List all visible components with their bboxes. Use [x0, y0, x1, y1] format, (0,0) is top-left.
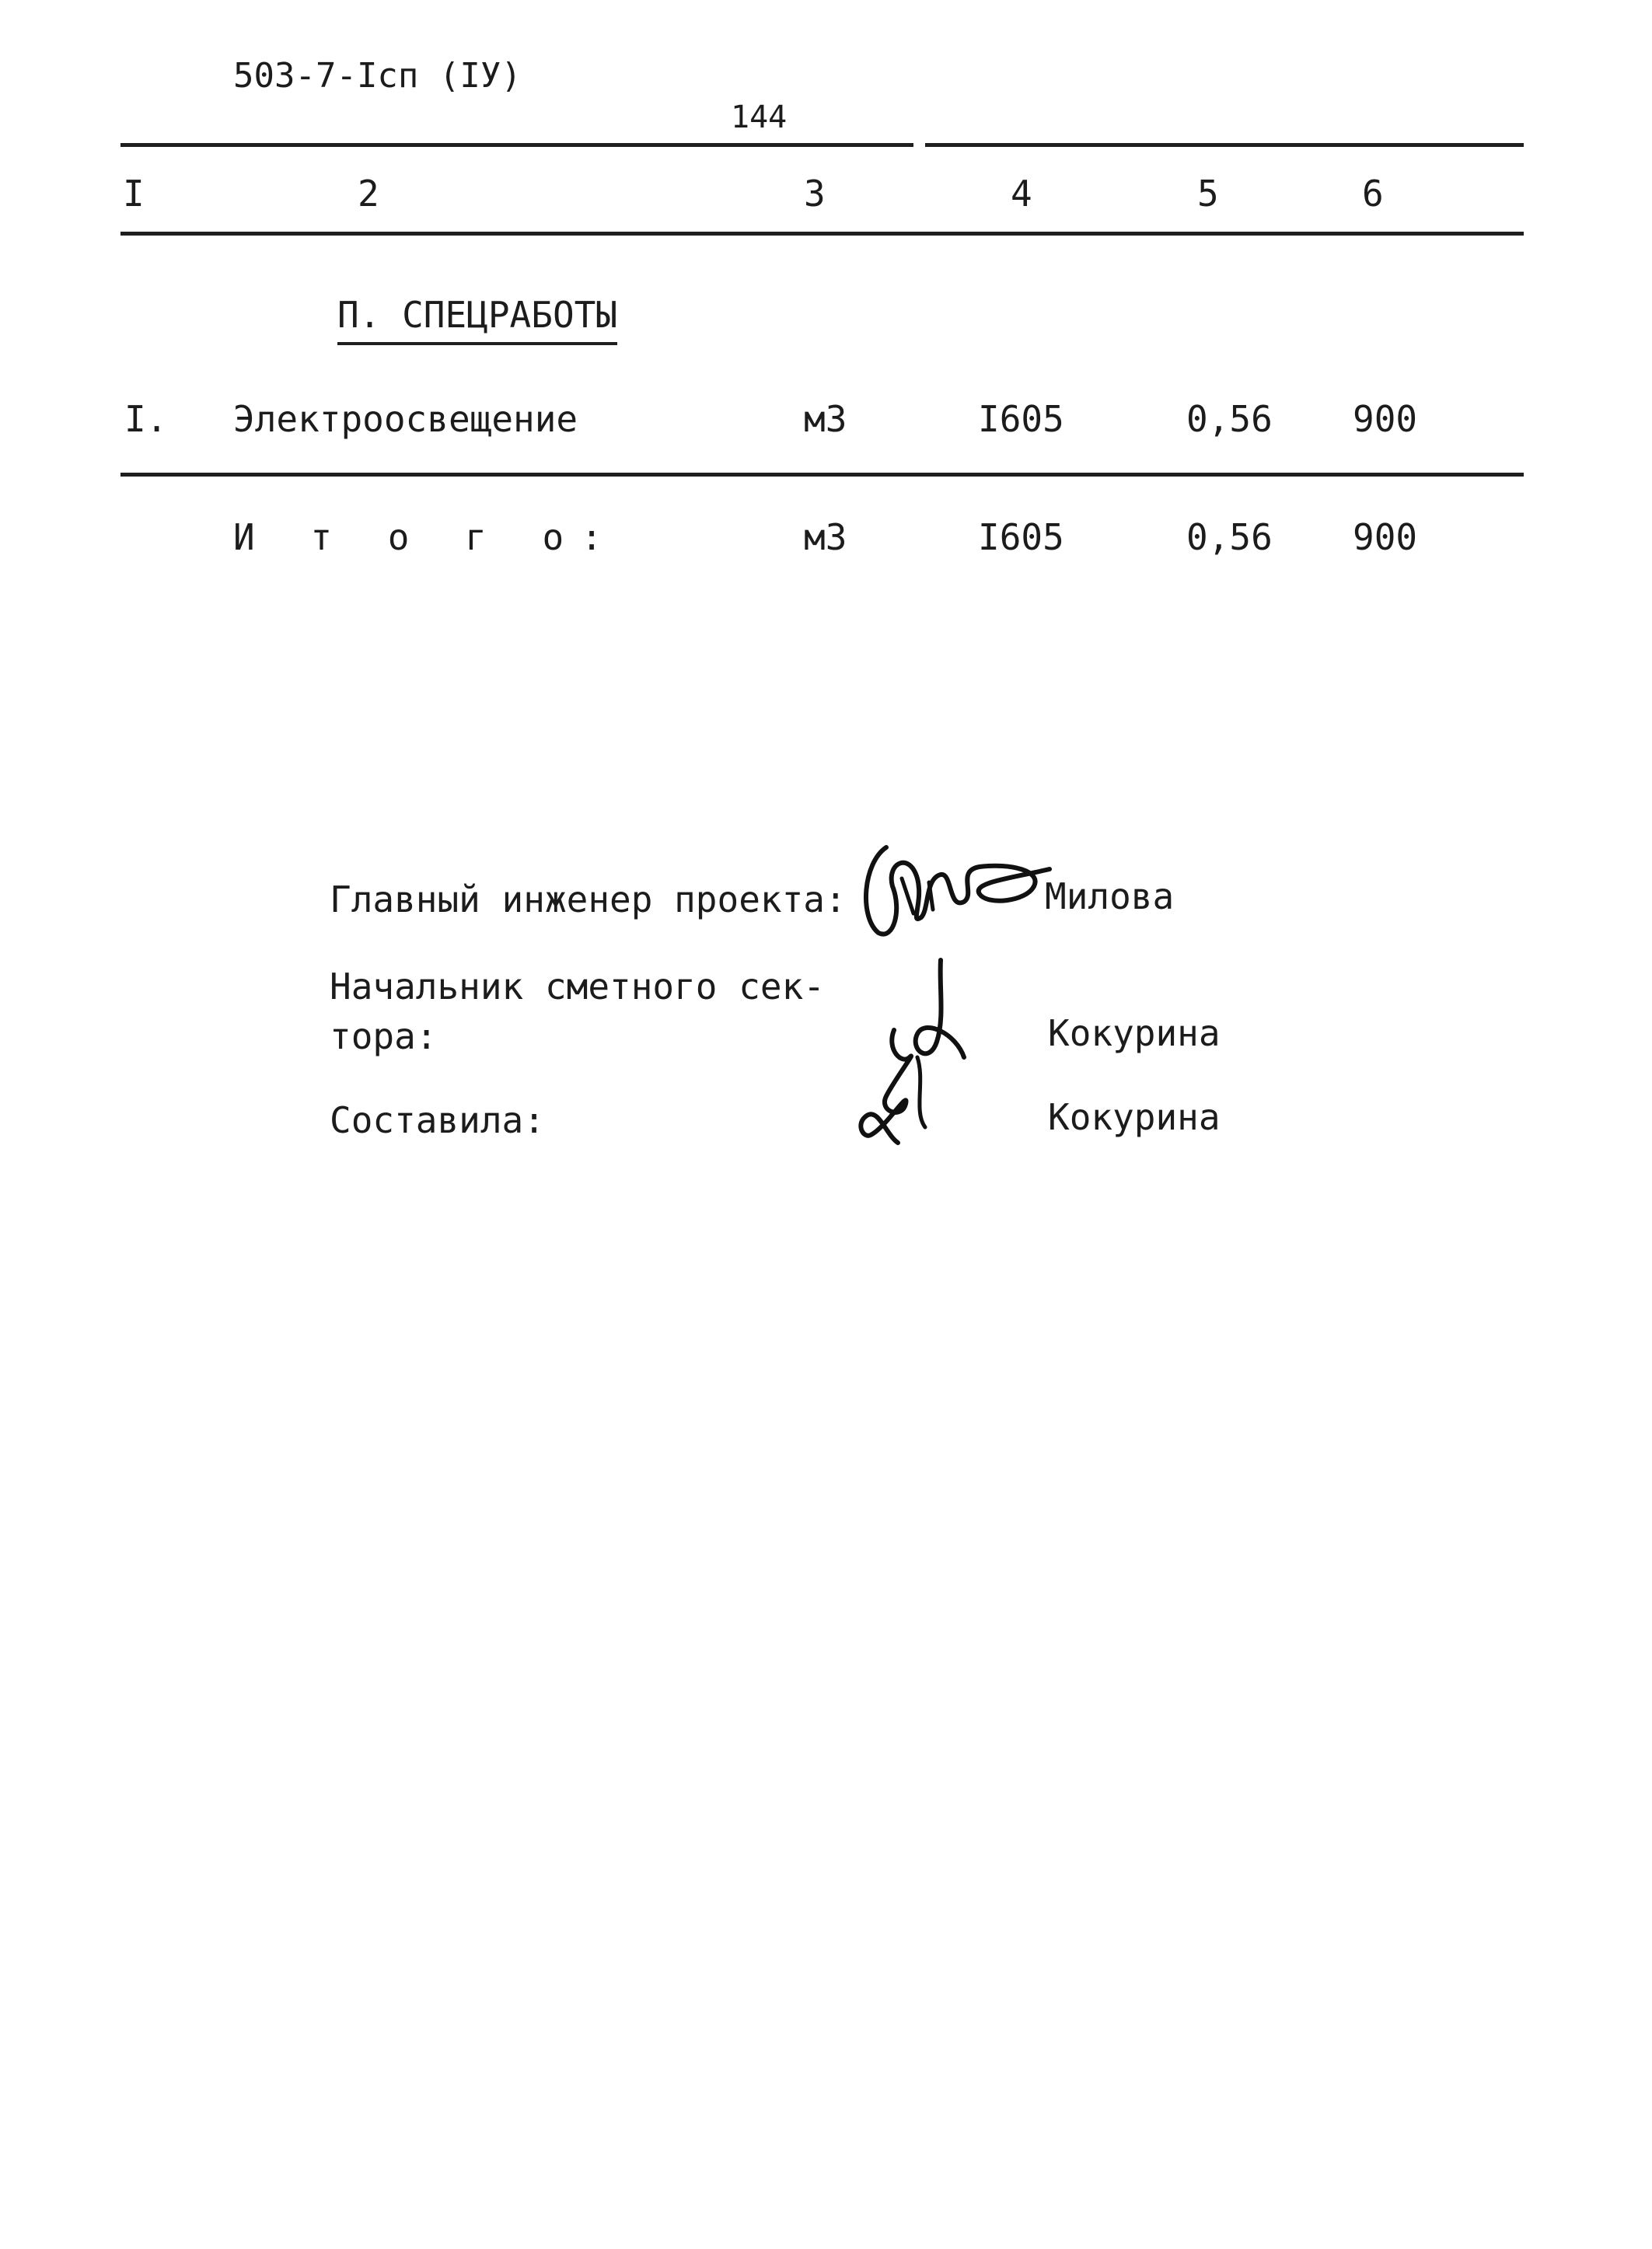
- column-header-6: 6: [1362, 173, 1384, 215]
- column-header-5: 5: [1197, 173, 1219, 215]
- row-col6: 900: [1353, 398, 1418, 440]
- row-bottom-rule: [120, 473, 1524, 477]
- total-col5: 0,56: [1186, 516, 1273, 558]
- chief-engineer-label: Главный инженер проекта:: [330, 878, 847, 920]
- head-sector-label-line1: Начальник сметного сек-: [330, 966, 825, 1008]
- signature-chief-engineer: [855, 832, 1057, 948]
- row-col5: 0,56: [1186, 398, 1273, 440]
- top-rule-left: [120, 143, 913, 147]
- compiled-label: Составила:: [330, 1099, 545, 1141]
- document-code: 503-7-Iсп (IУ): [233, 56, 522, 96]
- row-name: Электроосвещение: [233, 398, 578, 440]
- total-col4: I605: [978, 516, 1064, 558]
- column-header-4: 4: [1011, 173, 1032, 215]
- chief-engineer-name: Милова: [1045, 875, 1175, 917]
- column-header-3: 3: [804, 173, 826, 215]
- signature-head-sector: [840, 956, 995, 1151]
- column-header-2: 2: [358, 173, 379, 215]
- row-unit: м3: [804, 398, 847, 440]
- compiled-name: Кокурина: [1048, 1096, 1221, 1138]
- head-sector-label-line2: тора:: [330, 1015, 438, 1057]
- row-col4: I605: [978, 398, 1064, 440]
- page-number: 144: [731, 100, 788, 135]
- total-unit: м3: [804, 516, 847, 558]
- header-bottom-rule: [120, 232, 1524, 236]
- section-title: П. СПЕЦРАБОТЫ: [337, 294, 617, 345]
- head-sector-name: Кокурина: [1048, 1012, 1221, 1054]
- top-rule-right: [925, 143, 1524, 147]
- total-label: И т о г о:: [233, 516, 620, 558]
- column-header-1: I: [123, 173, 145, 215]
- total-col6: 900: [1353, 516, 1418, 558]
- row-number: I.: [124, 398, 168, 440]
